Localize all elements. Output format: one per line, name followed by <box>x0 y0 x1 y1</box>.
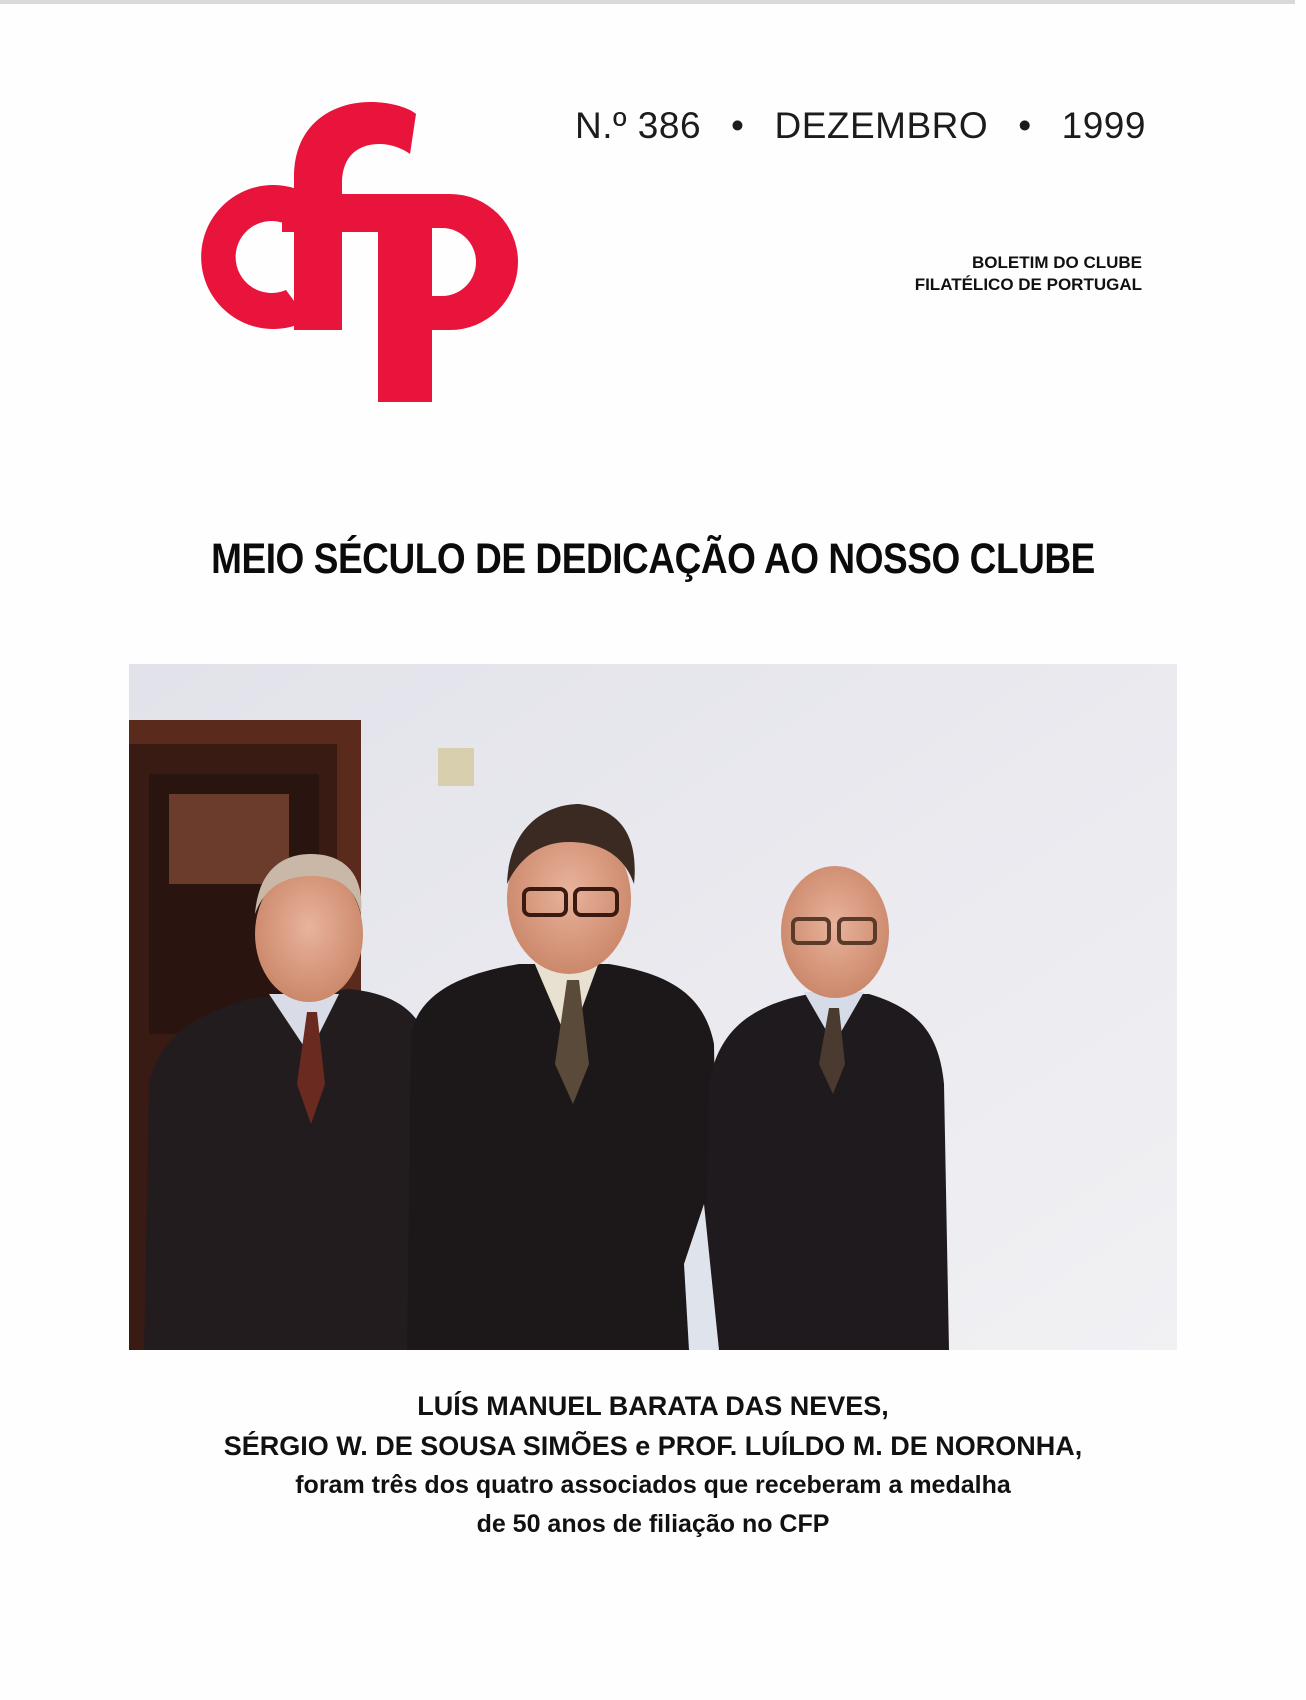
logo-tagline-line1: BOLETIM DO CLUBE <box>972 253 1142 272</box>
cfp-logo <box>190 102 570 402</box>
issue-number: N.º 386 <box>575 105 702 146</box>
caption-line-2: SÉRGIO W. DE SOUSA SIMÕES e PROF. LUÍLDO M. DE NORONHA, <box>223 1431 1083 1461</box>
caption-line-3: foram três dos quatro associados que receberam a medalha <box>295 1471 1011 1499</box>
issue-year: 1999 <box>1061 105 1146 146</box>
issue-line <box>575 105 1146 147</box>
light-switch <box>438 748 474 786</box>
logo-tagline <box>915 252 1142 296</box>
top-rule <box>0 0 1295 4</box>
caption-line-1: LUÍS MANUEL BARATA DAS NEVES, <box>417 1391 889 1421</box>
cover-photo <box>129 664 1177 1350</box>
photo-illustration <box>129 664 1177 1350</box>
cover-headline: MEIO SÉCULO DE DEDICAÇÃO AO NOSSO CLUBE <box>211 535 1095 583</box>
logo-f-crossbar <box>282 194 392 232</box>
issue-month: DEZEMBRO <box>774 105 989 146</box>
logo-p-bowl <box>412 194 518 330</box>
photo-caption <box>0 1386 1306 1544</box>
caption-line-4: de 50 anos de filiação no CFP <box>476 1510 830 1538</box>
logo-tagline-line2: FILATÉLICO DE PORTUGAL <box>914 275 1142 294</box>
issue-separator: • <box>731 105 745 146</box>
issue-separator: • <box>1018 105 1032 146</box>
